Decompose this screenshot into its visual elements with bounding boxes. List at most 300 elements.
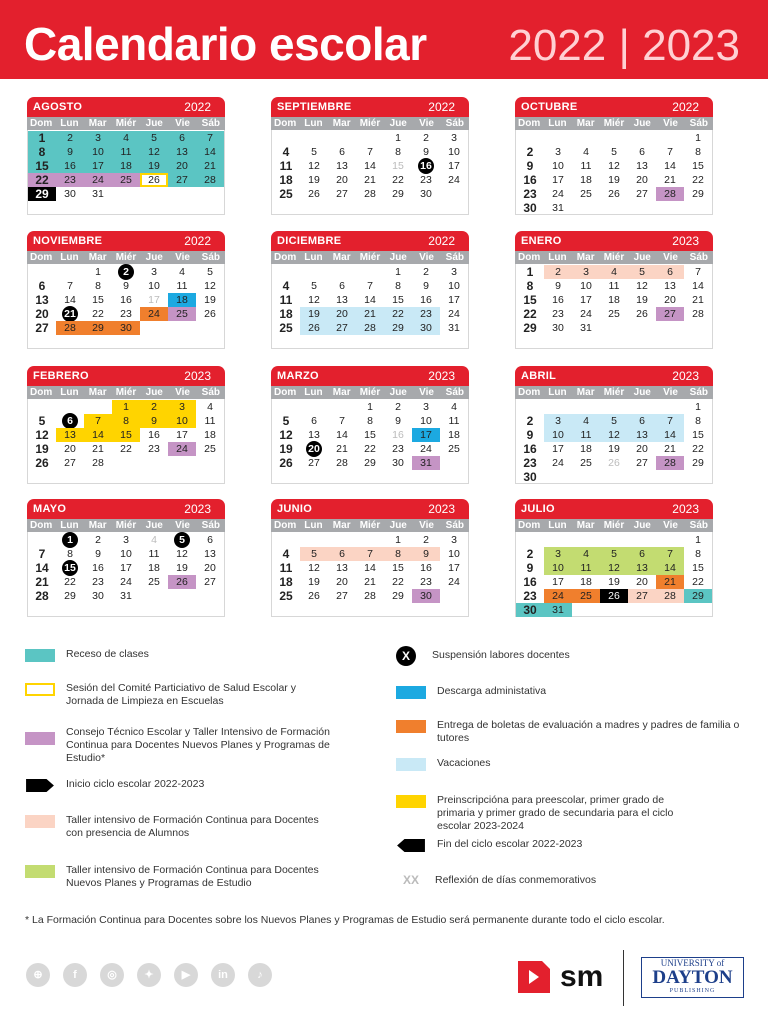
weekday-label: Miér [603, 118, 625, 129]
day-cell: 2 [56, 131, 84, 145]
day-cell: 23 [392, 443, 404, 455]
weekday-label: Sáb [445, 252, 464, 263]
day-cell: 4 [451, 401, 457, 413]
day-cell: 17 [412, 428, 440, 442]
day-cell: 26 [168, 575, 196, 589]
day-cell: 2 [423, 132, 429, 144]
day-cell: 13 [628, 428, 656, 442]
day-cell: 21 [35, 575, 49, 589]
day-cell: 12 [636, 280, 648, 292]
day-cell: 4 [151, 534, 157, 546]
day-cell: 4 [207, 401, 213, 413]
weekday-label: Miér [359, 520, 381, 531]
social-links [26, 963, 272, 987]
weekday-label: Lun [304, 520, 323, 531]
empty-cell [328, 400, 356, 414]
weekday-label: Lun [304, 252, 323, 263]
legend-swatch [396, 720, 426, 733]
day-cell: 2 [395, 401, 401, 413]
day-cell: 23 [56, 173, 84, 187]
day-cell: 4 [572, 414, 600, 428]
legend-swatch [25, 649, 55, 662]
reflexion-icon: XX [402, 873, 419, 887]
legend-swatch [25, 683, 55, 696]
day-cell: 29 [392, 590, 404, 602]
day-cell: 31 [92, 188, 104, 200]
day-cell: 24 [448, 576, 460, 588]
day-cell: 8 [28, 145, 56, 159]
day-cell: 30 [523, 201, 537, 215]
day-cell: 22 [28, 173, 56, 187]
weekday-row [515, 251, 713, 264]
day-cell: 15 [392, 294, 404, 306]
day-cell: 29 [523, 321, 537, 335]
day-cell: 1 [367, 401, 373, 413]
day-cell: 23 [92, 576, 104, 588]
day-cell: 27 [64, 457, 76, 469]
day-cell: 4 [572, 547, 600, 561]
empty-cell [272, 533, 300, 547]
day-cell: 11 [572, 428, 600, 442]
day-cell: 14 [364, 294, 376, 306]
day-cell: 7 [656, 547, 684, 561]
month-year: 2023 [672, 234, 699, 248]
weekday-label: Miér [359, 387, 381, 398]
weekday-label: Lun [548, 387, 567, 398]
day-grid [515, 264, 713, 349]
day-cell: 4 [583, 146, 589, 158]
day-cell: 18 [608, 294, 620, 306]
day-cell: 10 [168, 414, 196, 428]
month-name: FEBRERO [33, 370, 89, 382]
weekday-label: Jue [145, 118, 163, 129]
day-cell: 18 [448, 429, 460, 441]
weekday-label: Miér [603, 520, 625, 531]
day-cell: 18 [204, 429, 216, 441]
month-marzo [271, 366, 469, 484]
twitter-icon[interactable]: ✦ [137, 963, 161, 987]
day-cell: 9 [395, 415, 401, 427]
empty-cell [328, 265, 356, 279]
weekday-label: Vie [663, 520, 678, 531]
month-name: MARZO [277, 370, 319, 382]
weekday-label: Lun [60, 520, 79, 531]
day-cell: 26 [636, 308, 648, 320]
day-cell: 27 [168, 173, 196, 187]
day-cell: 1 [695, 132, 701, 144]
day-cell: 6 [339, 146, 345, 158]
weekday-label: Jue [633, 520, 651, 531]
weekday-label: Dom [518, 252, 541, 263]
month-year: 2023 [672, 369, 699, 383]
day-cell: 11 [448, 415, 460, 427]
day-cell: 8 [67, 548, 73, 560]
weekday-label: Mar [332, 252, 351, 263]
day-cell: 20 [64, 443, 76, 455]
day-cell: 16 [148, 429, 160, 441]
day-cell: 26 [600, 589, 628, 603]
weekday-label: Dom [274, 520, 297, 531]
month-year: 2023 [184, 369, 211, 383]
weekday-label: Jue [633, 387, 651, 398]
month-name: MAYO [33, 503, 67, 515]
day-cell: 5 [300, 547, 328, 561]
arrow-right-icon [25, 779, 55, 792]
day-cell: 7 [84, 414, 112, 428]
day-cell: 1 [395, 132, 401, 144]
day-cell: 21 [196, 159, 224, 173]
day-cell: 21 [56, 307, 84, 321]
facebook-icon[interactable]: f [63, 963, 87, 987]
day-cell: 19 [608, 443, 620, 455]
day-cell: 8 [95, 280, 101, 292]
day-cell: 6 [38, 279, 46, 293]
day-cell: 11 [608, 280, 620, 292]
day-cell: 28 [92, 457, 104, 469]
empty-cell [300, 400, 328, 414]
day-grid [515, 399, 713, 484]
weekday-label: Dom [518, 387, 541, 398]
day-cell: 29 [28, 187, 56, 201]
day-cell: 13 [204, 548, 216, 560]
day-cell: 23 [552, 308, 564, 320]
day-grid [515, 130, 713, 215]
day-cell: 24 [168, 442, 196, 456]
month-year: 2023 [672, 502, 699, 516]
day-cell: 28 [56, 321, 84, 335]
day-cell: 4 [282, 145, 290, 159]
day-cell: 24 [420, 443, 432, 455]
weekday-label: Lun [60, 118, 79, 129]
weekday-label: Miér [115, 252, 137, 263]
empty-cell [356, 533, 384, 547]
day-cell: 23 [420, 174, 432, 186]
day-cell: 27 [636, 188, 648, 200]
day-cell: 14 [336, 429, 348, 441]
day-cell: 20 [336, 174, 348, 186]
day-cell: 29 [692, 457, 704, 469]
month-abril [515, 366, 713, 484]
weekday-row [271, 386, 469, 399]
linkedin-icon[interactable]: in [211, 963, 235, 987]
day-cell: 12 [279, 428, 293, 442]
day-cell: 22 [692, 174, 704, 186]
day-cell: 28 [364, 188, 376, 200]
day-cell: 19 [279, 442, 293, 456]
weekday-label: Mar [88, 387, 107, 398]
day-cell: 29 [384, 321, 412, 335]
weekday-label: Jue [633, 118, 651, 129]
weekday-label: Lun [304, 387, 323, 398]
sm-logo-icon [514, 958, 552, 996]
day-cell: 6 [639, 146, 645, 158]
day-cell: 5 [611, 146, 617, 158]
day-cell: 22 [523, 307, 537, 321]
day-cell: 7 [356, 547, 384, 561]
day-cell: 6 [168, 131, 196, 145]
day-cell: 8 [367, 415, 373, 427]
day-cell: 20 [636, 174, 648, 186]
day-cell: 15 [92, 294, 104, 306]
day-cell: 19 [204, 294, 216, 306]
weekday-label: Sáb [689, 252, 708, 263]
day-cell: 22 [692, 443, 704, 455]
day-cell: 22 [120, 443, 132, 455]
month-header [515, 97, 713, 117]
day-cell: 13 [168, 145, 196, 159]
day-cell: 25 [204, 443, 216, 455]
weekday-label: Lun [548, 520, 567, 531]
day-cell: 3 [451, 132, 457, 144]
weekday-label: Dom [30, 118, 53, 129]
day-cell: 5 [207, 266, 213, 278]
day-grid [27, 532, 225, 617]
legend-item-suspension: X Suspensión labores docentes [396, 646, 726, 666]
day-cell: 6 [339, 280, 345, 292]
day-cell: 1 [95, 266, 101, 278]
day-cell: 21 [664, 443, 676, 455]
legend-swatch [396, 686, 426, 699]
month-junio [271, 499, 469, 617]
day-cell: 12 [140, 145, 168, 159]
month-year: 2022 [672, 100, 699, 114]
day-cell: 26 [35, 456, 49, 470]
month-header [271, 499, 469, 519]
day-cell: 17 [448, 562, 460, 574]
day-cell: 25 [572, 589, 600, 603]
day-cell: 15 [112, 428, 140, 442]
day-cell: 7 [196, 131, 224, 145]
day-cell: 25 [148, 576, 160, 588]
day-cell: 18 [580, 174, 592, 186]
day-cell: 10 [448, 548, 460, 560]
weekday-row [271, 519, 469, 532]
day-cell: 25 [580, 457, 592, 469]
day-cell: 8 [395, 146, 401, 158]
day-cell: 24 [580, 308, 592, 320]
day-cell: 29 [84, 321, 112, 335]
day-cell: 24 [120, 576, 132, 588]
legend-item-preinscripcion: Preinscripciónа para preescolar, primer grado de primaria y primer grado de secundaria para el ciclo escolar 2023-2024 [396, 794, 696, 833]
day-cell: 10 [120, 548, 132, 560]
day-cell: 13 [336, 160, 348, 172]
day-cell: 13 [336, 562, 348, 574]
day-cell: 9 [123, 280, 129, 292]
day-cell: 2 [423, 534, 429, 546]
day-cell: 5 [38, 414, 46, 428]
day-cell: 18 [112, 159, 140, 173]
university-of-dayton-logo: UNIVERSITY of DAYTON PUBLISHING [641, 957, 744, 998]
legend-swatch [25, 815, 55, 828]
weekday-label: Jue [633, 252, 651, 263]
weekday-label: Mar [88, 118, 107, 129]
web-icon[interactable]: ⊕ [26, 963, 50, 987]
day-cell: 3 [544, 547, 572, 561]
day-cell: 28 [35, 589, 49, 603]
day-cell: 5 [311, 146, 317, 158]
day-cell: 14 [64, 294, 76, 306]
empty-cell [272, 400, 300, 414]
day-cell: 24 [552, 457, 564, 469]
month-agosto [27, 97, 225, 215]
weekday-row [271, 251, 469, 264]
weekday-label: Dom [518, 118, 541, 129]
day-cell: 12 [308, 562, 320, 574]
day-cell: 2 [140, 400, 168, 414]
weekday-label: Vie [419, 118, 434, 129]
weekday-label: Vie [175, 387, 190, 398]
day-cell: 16 [552, 294, 564, 306]
day-cell: 30 [516, 603, 544, 617]
day-cell: 27 [656, 307, 684, 321]
day-cell: 7 [695, 266, 701, 278]
day-cell: 26 [308, 188, 320, 200]
month-year: 2023 [184, 502, 211, 516]
empty-cell [572, 131, 600, 145]
day-cell: 9 [423, 280, 429, 292]
tiktok-icon[interactable]: ♪ [248, 963, 272, 987]
day-cell: 26 [608, 188, 620, 200]
day-cell: 24 [544, 589, 572, 603]
day-cell: 15 [523, 293, 537, 307]
day-cell: 14 [364, 160, 376, 172]
weekday-label: Vie [175, 252, 190, 263]
weekday-label: Miér [115, 520, 137, 531]
day-cell: 24 [448, 308, 460, 320]
weekday-label: Sáb [201, 520, 220, 531]
month-name: OCTUBRE [521, 101, 578, 113]
day-cell: 17 [552, 443, 564, 455]
day-cell: 14 [196, 145, 224, 159]
weekday-label: Sáb [689, 387, 708, 398]
day-cell: 6 [628, 547, 656, 561]
empty-cell [300, 131, 328, 145]
weekday-label: Sáb [201, 252, 220, 263]
day-cell: 22 [64, 576, 76, 588]
day-cell: 25 [112, 173, 140, 187]
day-cell: 12 [600, 428, 628, 442]
day-cell: 20 [328, 307, 356, 321]
day-cell: 22 [384, 307, 412, 321]
day-cell: 6 [656, 265, 684, 279]
day-cell: 21 [364, 576, 376, 588]
day-cell: 27 [328, 321, 356, 335]
day-cell: 3 [544, 414, 572, 428]
day-cell: 25 [448, 443, 460, 455]
day-cell: 16 [56, 159, 84, 173]
day-cell: 21 [364, 174, 376, 186]
day-cell: 21 [656, 575, 684, 589]
weekday-label: Sáb [445, 387, 464, 398]
month-year: 2022 [184, 234, 211, 248]
day-cell: 11 [112, 145, 140, 159]
weekday-label: Jue [389, 252, 407, 263]
day-cell: 27 [35, 321, 49, 335]
weekday-row [27, 519, 225, 532]
day-cell: 17 [148, 294, 160, 306]
day-cell: 27 [636, 457, 648, 469]
day-cell: 25 [279, 589, 293, 603]
day-cell: 13 [56, 428, 84, 442]
day-cell: 6 [311, 415, 317, 427]
day-cell: 29 [364, 457, 376, 469]
day-cell: 11 [176, 280, 188, 292]
day-cell: 25 [608, 308, 620, 320]
day-cell: 30 [112, 321, 140, 335]
day-cell: 21 [692, 294, 704, 306]
day-cell: 9 [526, 561, 534, 575]
legend-swatch [396, 795, 426, 808]
day-cell: 26 [279, 456, 293, 470]
day-cell: 13 [35, 293, 49, 307]
day-cell: 28 [656, 589, 684, 603]
weekday-label: Miér [603, 387, 625, 398]
day-cell: 1 [395, 534, 401, 546]
day-cell: 13 [636, 160, 648, 172]
day-cell: 3 [572, 265, 600, 279]
youtube-icon[interactable]: ▶ [174, 963, 198, 987]
month-header [27, 499, 225, 519]
empty-cell [656, 533, 684, 547]
weekday-label: Mar [576, 387, 595, 398]
day-cell: 17 [120, 562, 132, 574]
month-name: NOVIEMBRE [33, 235, 103, 247]
weekday-label: Vie [663, 118, 678, 129]
weekday-label: Vie [419, 520, 434, 531]
empty-cell [28, 533, 56, 547]
instagram-icon[interactable]: ◎ [100, 963, 124, 987]
day-cell: 12 [600, 561, 628, 575]
day-cell: 30 [523, 470, 537, 484]
day-cell: 16 [92, 562, 104, 574]
day-cell: 24 [552, 188, 564, 200]
day-cell: 11 [148, 548, 160, 560]
day-cell: 5 [628, 265, 656, 279]
month-year: 2022 [184, 100, 211, 114]
day-cell: 8 [695, 146, 701, 158]
weekday-row [27, 117, 225, 130]
day-cell: 17 [448, 294, 460, 306]
arrow-left-icon [396, 839, 426, 852]
day-cell: 19 [308, 174, 320, 186]
day-cell: 25 [279, 321, 293, 335]
day-cell: 9 [95, 548, 101, 560]
day-cell: 7 [38, 547, 46, 561]
day-cell: 5 [140, 131, 168, 145]
day-cell: 24 [448, 174, 460, 186]
day-cell: 29 [684, 589, 712, 603]
day-cell: 19 [35, 442, 49, 456]
day-cell: 8 [112, 414, 140, 428]
day-cell: 4 [179, 266, 185, 278]
month-header [271, 97, 469, 117]
legend-swatch [25, 865, 55, 878]
day-cell: 23 [148, 443, 160, 455]
month-name: JUNIO [277, 503, 313, 515]
day-cell: 3 [451, 534, 457, 546]
day-cell: 16 [120, 294, 132, 306]
day-cell: 19 [636, 294, 648, 306]
day-cell: 15 [692, 429, 704, 441]
divider [623, 950, 624, 1006]
day-cell: 9 [56, 145, 84, 159]
day-cell: 23 [420, 576, 432, 588]
empty-cell [600, 131, 628, 145]
day-grid [27, 130, 225, 215]
day-cell: 3 [451, 266, 457, 278]
day-cell: 5 [600, 414, 628, 428]
month-header [27, 366, 225, 386]
